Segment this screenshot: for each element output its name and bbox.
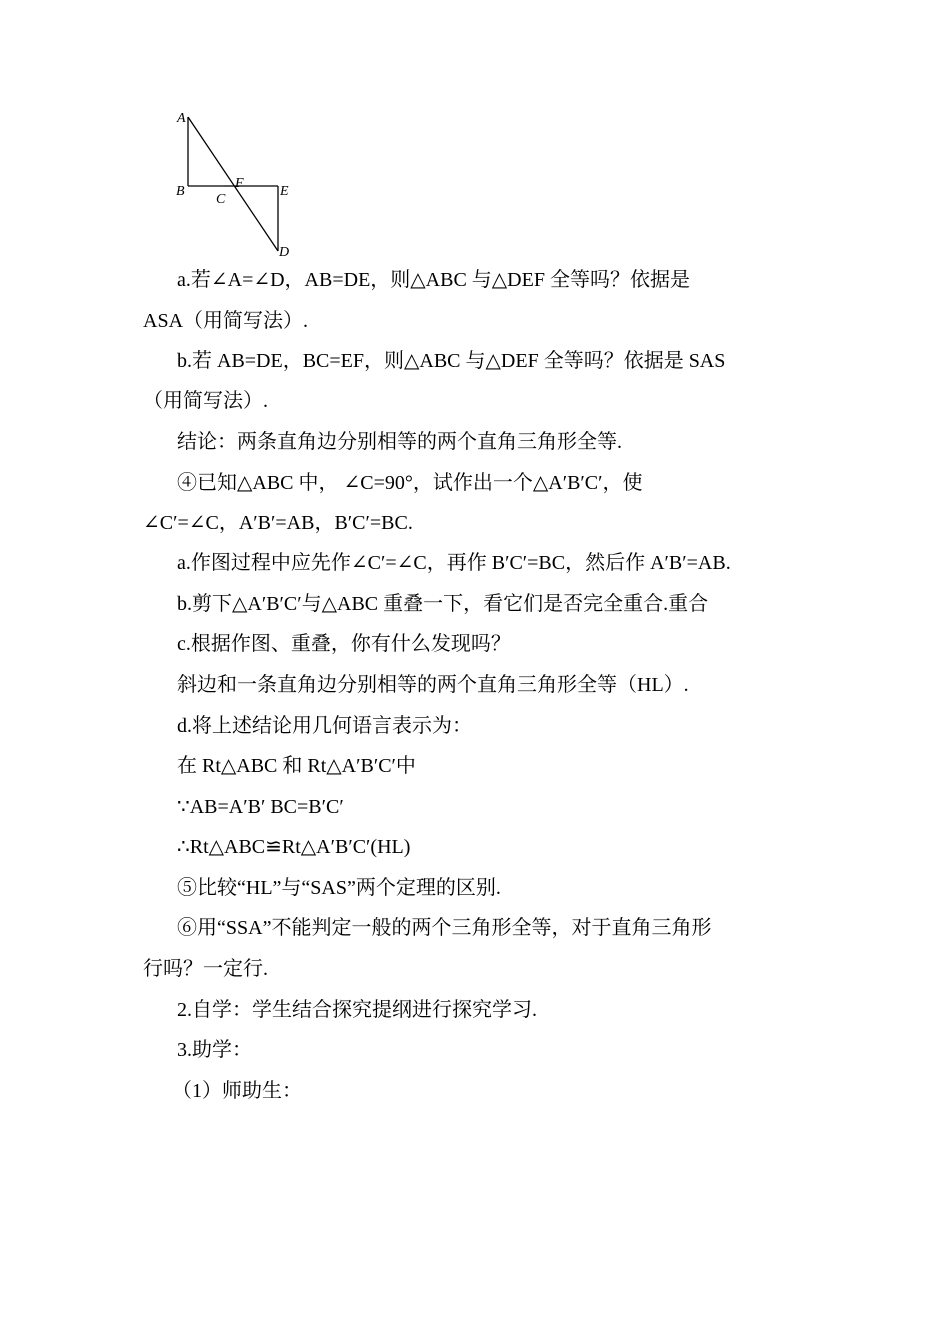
text-line: 行吗？一定行. [143, 958, 268, 980]
text-line: 在 Rt△ABC 和 Rt△A′B′C′中 [177, 755, 416, 777]
text-line: ASA（用简写法）. [143, 310, 309, 332]
text-line: ⑥用“SSA”不能判定一般的两个三角形全等，对于直角三角形 [177, 917, 712, 939]
label-e: E [280, 184, 289, 199]
text-line: ④已知△ABC 中， ∠C=90°，试作出一个△A′B′C′，使 [177, 472, 643, 494]
text-line: 3.助学： [177, 1039, 252, 1061]
text-line: 斜边和一条直角边分别相等的两个直角三角形全等（HL）. [177, 674, 689, 696]
text-line: b.若 AB=DE，BC=EF，则△ABC 与△DEF 全等吗？依据是 SAS [177, 350, 726, 372]
label-f: F [235, 176, 244, 191]
text-line: ∠C′=∠C，A′B′=AB，B′C′=BC. [143, 512, 413, 534]
text-line: ⑤比较“HL”与“SAS”两个定理的区别. [177, 877, 501, 899]
label-c: C [216, 192, 226, 207]
text-line: a.作图过程中应先作∠C′=∠C，再作 B′C′=BC，然后作 A′B′=AB. [177, 552, 731, 574]
text-line: d.将上述结论用几何语言表示为： [177, 715, 472, 737]
text-line: 结论：两条直角边分别相等的两个直角三角形全等. [177, 431, 622, 453]
label-b: B [176, 184, 185, 199]
text-line: b.剪下△A′B′C′与△ABC 重叠一下，看它们是否完全重合.重合 [177, 593, 709, 615]
text-line: c.根据作图、重叠，你有什么发现吗？ [177, 633, 511, 655]
triangle-figure [168, 105, 303, 263]
text-line: ∵AB=A′B′ BC=B′C′ [177, 796, 344, 818]
text-line: 2.自学：学生结合探究提纲进行探究学习. [177, 999, 537, 1021]
label-a: A [177, 111, 186, 126]
text-line: a.若∠A=∠D，AB=DE，则△ABC 与△DEF 全等吗？依据是 [177, 269, 690, 291]
segment-ad [188, 117, 278, 251]
text-line: ∴Rt△ABC≌Rt△A′B′C′(HL) [177, 836, 411, 858]
label-d: D [279, 245, 290, 260]
text-line: （用简写法）. [143, 390, 268, 412]
text-line: （1）师助生： [172, 1080, 302, 1102]
